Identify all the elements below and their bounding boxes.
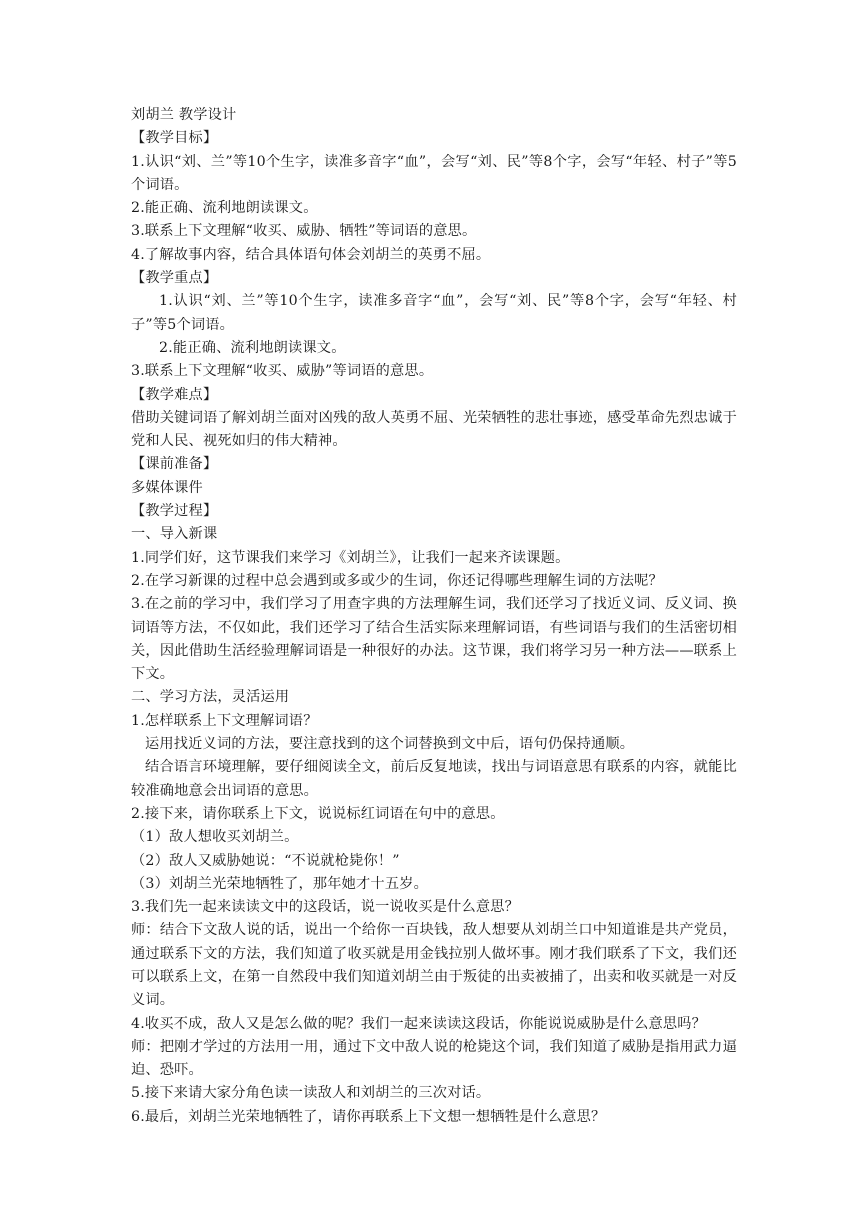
goals-heading: 【教学目标】 <box>131 130 218 147</box>
preparation-text: 多媒体课件 <box>131 479 203 496</box>
method-paragraph: 结合语言环境理解，要仔细阅读全文，前后反复地读，找出与词语意思有联系的内容，就能比较准确地意会出词语的意思。 <box>131 759 737 799</box>
process-heading: 【教学过程】 <box>131 503 218 520</box>
goal-item: 3.联系上下文理解“收买、威胁、牺牲”等词语的意思。 <box>131 223 477 240</box>
section-heading: 二、学习方法，灵活运用 <box>131 689 290 706</box>
question-item: 2.接下来，请你联系上下文，说说标红词语在句中的意思。 <box>131 805 505 822</box>
process-item: 3.在之前的学习中，我们学习了用查字典的方法理解生词，我们还学习了找近义词、反义词、换词语等方法，不仅如此，我们还学习了结合生活实际来理解词语，有些词语与我们的生活密切相关，因此借助生活经验理解词语是一种很好的办法。这节课，我们将学习另一种方法——联系上下文。 <box>131 596 737 683</box>
question-item: 1.怎样联系上下文理解词语？ <box>131 712 318 729</box>
document-title: 刘胡兰 教学设计 <box>131 107 237 123</box>
goal-item: 4.了解故事内容，结合具体语句体会刘胡兰的英勇不屈。 <box>131 246 491 263</box>
example-sentence: （2）敌人又威胁她说：“不说就枪毙你！” <box>131 852 400 869</box>
teacher-paragraph: 师：结合下文敌人说的话，说出一个给你一百块钱，敌人想要从刘胡兰口中知道谁是共产党员，通过联系下文的方法，我们知道了收买就是用金钱拉别人做坏事。刚才我们联系了下文，我们还可以联系上文，在第一自然段中我们知道刘胡兰由于叛徒的出卖被捕了，出卖和收买就是一对反义词。 <box>131 922 737 1009</box>
document-page <box>131 104 737 1129</box>
difficulties-text: 借助关键词语了解刘胡兰面对凶残的敌人英勇不屈、光荣牺牲的悲壮事迹，感受革命先烈忠诚于党和人民、视死如归的伟大精神。 <box>131 409 737 450</box>
method-paragraph: 运用找近义词的方法，要注意找到的这个词替换到文中后，语句仍保持通顺。 <box>145 736 635 753</box>
key-point-item: 3.联系上下文理解“收买、威胁”等词语的意思。 <box>131 363 434 380</box>
section-heading: 一、导入新课 <box>131 526 218 543</box>
question-item: 3.我们先一起来读读文中的这段话，说一说收买是什么意思？ <box>131 899 520 916</box>
question-item: 4.收买不成，敌人又是怎么做的呢？我们一起来读读这段话，你能说说威胁是什么意思吗？ <box>131 1015 707 1032</box>
process-item: 2.在学习新课的过程中总会遇到或多或少的生词，你还记得哪些理解生词的方法呢？ <box>131 572 663 589</box>
goal-item: 2.能正确、流利地朗读课文。 <box>131 200 318 217</box>
question-item: 5.接下来请大家分角色读一读敌人和刘胡兰的三次对话。 <box>131 1085 491 1102</box>
goal-item: 1.认识“刘、兰”等10个生字，读准多音字“血”，会写“刘、民”等8个字，会写“年轻、村子”等5个词语。 <box>131 153 737 193</box>
difficulties-heading: 【教学难点】 <box>131 386 218 403</box>
teacher-paragraph: 师：把刚才学过的方法用一用，通过下文中敌人说的枪毙这个词，我们知道了威胁是指用武力逼迫、恐吓。 <box>131 1038 737 1079</box>
process-item: 1.同学们好，这节课我们来学习《刘胡兰》，让我们一起来齐读课题。 <box>131 549 570 566</box>
preparation-heading: 【课前准备】 <box>131 456 218 473</box>
example-sentence: （1）敌人想收买刘胡兰。 <box>131 829 299 846</box>
key-points-heading: 【教学重点】 <box>131 270 218 287</box>
key-point-item: 2.能正确、流利地朗读课文。 <box>159 339 346 356</box>
key-point-item: 1.认识“刘、兰”等10个生字，读准多音字“血”，会写“刘、民”等8个字，会写“年轻、村子”等5个词语。 <box>131 293 737 333</box>
question-item: 6.最后，刘胡兰光荣地牺牲了，请你再联系上下文想一想牺牲是什么意思？ <box>131 1108 606 1125</box>
example-sentence: （3）刘胡兰光荣地牺牲了，那年她才十五岁。 <box>131 875 428 892</box>
